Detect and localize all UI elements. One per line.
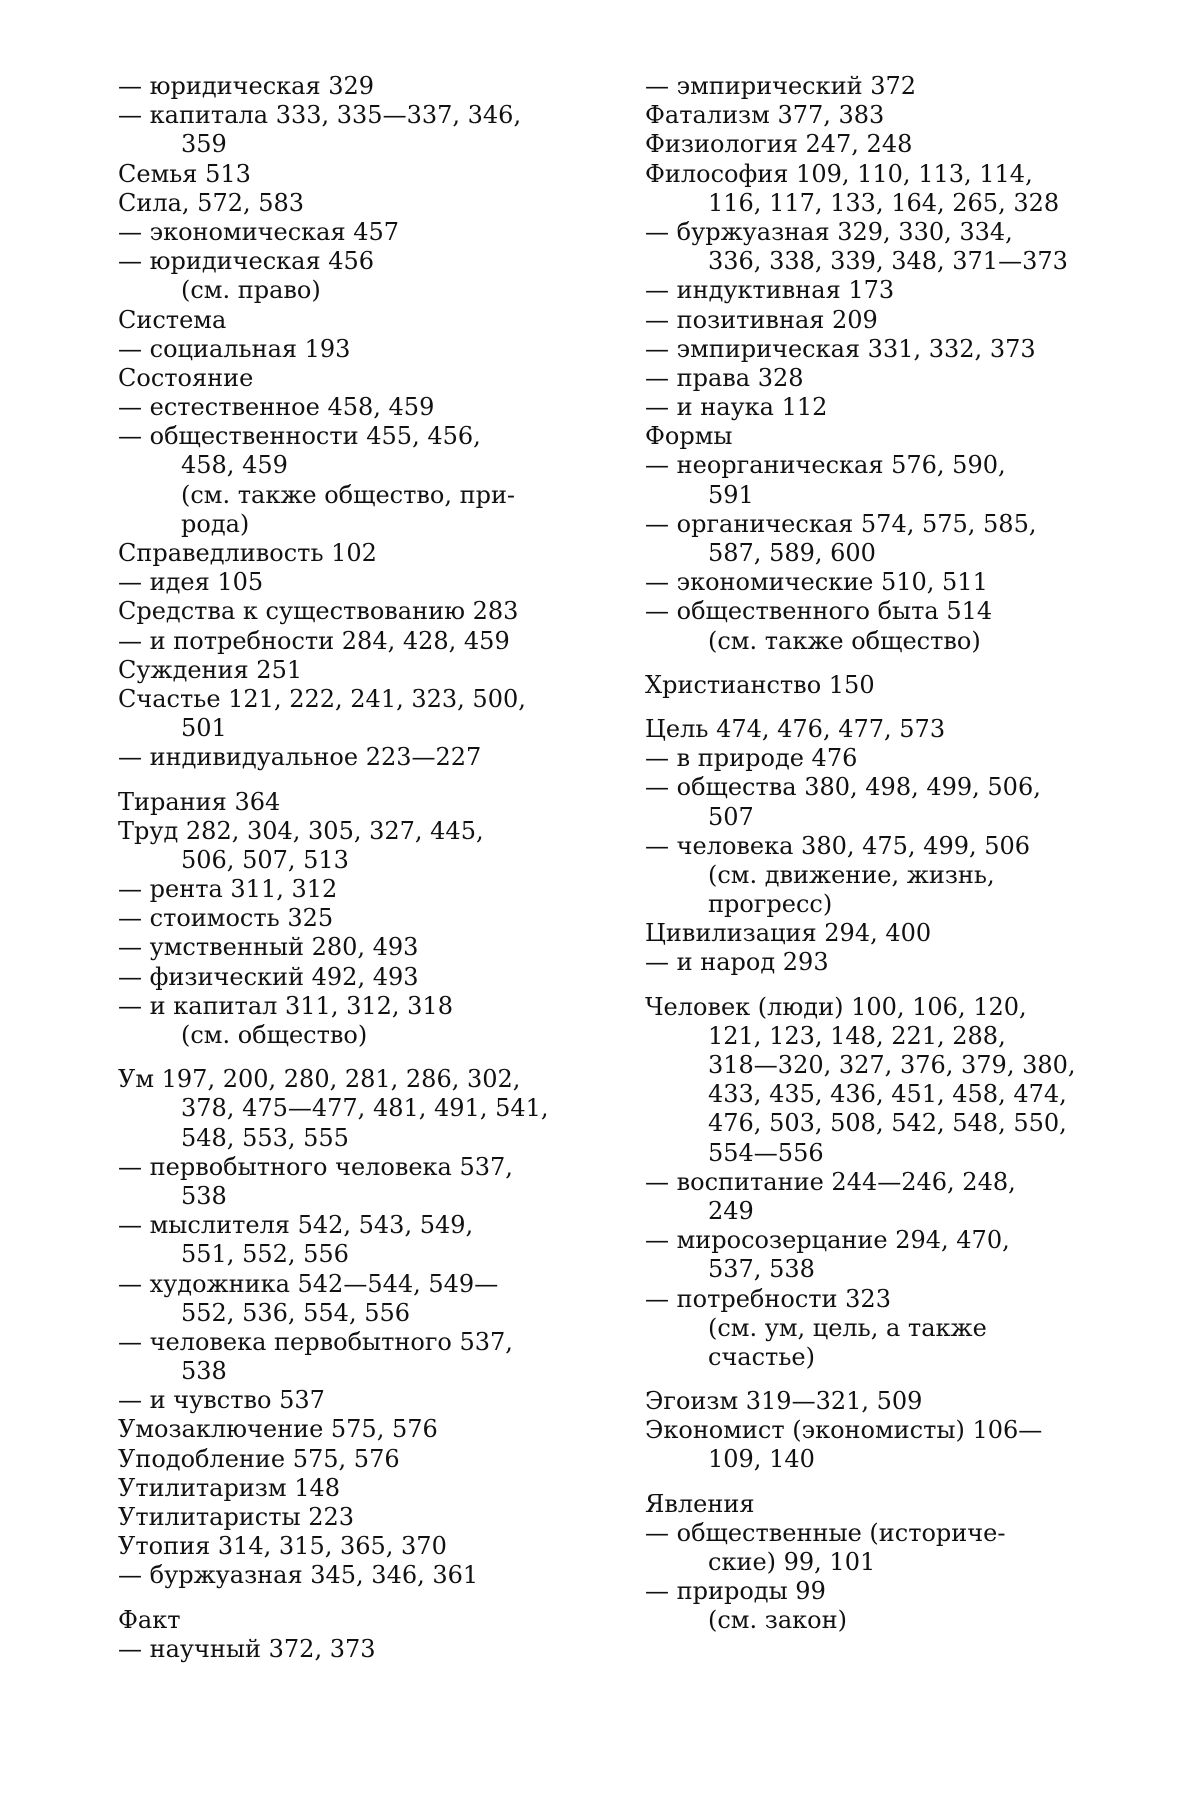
index-entry-continuation: 587, 589, 600 — [708, 539, 876, 567]
index-entry: — общества 380, 498, 499, 506, — [645, 773, 1041, 802]
index-entry: — органическая 574, 575, 585, — [645, 509, 1037, 538]
index-entry: Формы — [645, 422, 733, 451]
index-entry-continuation: 537, 538 — [708, 1255, 815, 1284]
index-entry-continuation: 458, 459 — [181, 451, 288, 480]
index-entry: Счастье 121, 222, 241, 323, 500, — [118, 684, 526, 713]
index-entry-continuation: (см. также общество) — [708, 626, 981, 655]
index-entry: — стоимость 325 — [118, 904, 334, 933]
index-entry-continuation: рода) — [181, 509, 250, 538]
index-entry: — и чувство 537 — [118, 1386, 325, 1415]
index-entry: — общественные (историче- — [645, 1518, 1006, 1547]
index-entry-continuation: (см. ум, цель, а также — [708, 1313, 987, 1342]
index-entry-continuation: 551, 552, 556 — [181, 1240, 349, 1269]
index-entry: — эмпирический 372 — [645, 72, 917, 100]
index-entry-continuation: (см. также общество, при- — [181, 480, 516, 509]
index-entry-continuation: 249 — [708, 1196, 754, 1225]
index-entry: — позитивная 209 — [645, 305, 878, 334]
index-entry-continuation: 433, 435, 436, 451, 458, 474, — [708, 1080, 1067, 1109]
index-column-left — [118, 72, 558, 1664]
entry-gap — [118, 1591, 558, 1606]
index-entry: Семья 513 — [118, 159, 251, 188]
index-entry: — умственный 280, 493 — [118, 933, 419, 962]
index-entry-continuation: 359 — [181, 130, 227, 159]
index-entry-continuation: 116, 117, 133, 164, 265, 328 — [708, 188, 1060, 217]
index-entry: — художника 542—544, 549— — [118, 1269, 499, 1298]
index-entry: Труд 282, 304, 305, 327, 445, — [118, 816, 484, 845]
index-entry: Цель 474, 476, 477, 573 — [645, 714, 946, 743]
index-entry: — воспитание 244—246, 248, — [645, 1167, 1016, 1196]
index-entry: — общественного быта 514 — [645, 597, 993, 626]
index-entry-continuation: прогресс) — [708, 890, 833, 919]
index-entry: — буржуазная 345, 346, 361 — [118, 1561, 479, 1590]
entry-gap — [645, 1372, 1085, 1387]
index-entry: Фатализм 377, 383 — [645, 101, 885, 130]
index-entry: — в природе 476 — [645, 744, 858, 773]
index-entry: — индивидуальное 223—227 — [118, 743, 482, 772]
entry-gap — [645, 656, 1085, 671]
entry-gap — [645, 700, 1085, 715]
index-entry: — миросозерцание 294, 470, — [645, 1226, 1010, 1255]
index-entry-continuation: 378, 475—477, 481, 491, 541, — [181, 1094, 549, 1123]
index-entry: Физиология 247, 248 — [645, 130, 913, 159]
index-entry-continuation: 552, 536, 554, 556 — [181, 1298, 411, 1327]
index-entry: Справедливость 102 — [118, 539, 377, 567]
index-entry: — юридическая 456 — [118, 247, 375, 276]
index-entry: — и народ 293 — [645, 948, 829, 977]
index-entry: — экономические 510, 511 — [645, 568, 988, 597]
index-entry: — права 328 — [645, 363, 804, 392]
index-entry: Философия 109, 110, 113, 114, — [645, 159, 1033, 188]
index-entry-continuation: 554—556 — [708, 1138, 824, 1167]
index-entry: — научный 372, 373 — [118, 1634, 376, 1663]
index-entry-continuation: 336, 338, 339, 348, 371—373 — [708, 247, 1068, 276]
index-entry: — человека первобытного 537, — [118, 1327, 513, 1356]
index-entry: Явления — [645, 1489, 755, 1518]
index-entry: Христианство 150 — [645, 670, 875, 699]
index-entry: — и капитал 311, 312, 318 — [118, 991, 453, 1020]
index-entry: Экономист (экономисты) 106— — [645, 1416, 1043, 1445]
index-entry: — природы 99 — [645, 1577, 826, 1606]
index-entry: Средства к существованию 283 — [118, 597, 519, 626]
index-entry: Состояние — [118, 363, 254, 392]
index-entry: — капитала 333, 335—337, 346, — [118, 101, 522, 130]
index-entry: Утилитаризм 148 — [118, 1473, 340, 1502]
index-entry-continuation: 507 — [708, 802, 754, 831]
index-entry: — мыслителя 542, 543, 549, — [118, 1211, 474, 1240]
index-entry-continuation: 506, 507, 513 — [181, 845, 349, 874]
index-entry-continuation: 109, 140 — [708, 1445, 815, 1474]
index-entry: Утопия 314, 315, 365, 370 — [118, 1532, 447, 1561]
index-entry: — общественности 455, 456, — [118, 422, 481, 451]
index-entry-continuation: 591 — [708, 480, 754, 509]
index-entry: Утилитаристы 223 — [118, 1503, 355, 1531]
entry-gap — [645, 978, 1085, 993]
entry-gap — [118, 1050, 558, 1065]
index-entry-continuation: счастье) — [708, 1342, 815, 1371]
index-entry-continuation: (см. закон) — [708, 1606, 847, 1635]
index-entry: Тирания 364 — [118, 787, 281, 816]
index-entry: — физический 492, 493 — [118, 962, 419, 991]
index-entry-continuation: 538 — [181, 1357, 227, 1386]
index-entry-continuation: ские) 99, 101 — [708, 1548, 876, 1576]
index-entry-continuation: (см. право) — [181, 276, 321, 305]
index-entry: — индуктивная 173 — [645, 276, 895, 305]
index-entry-continuation: 476, 503, 508, 542, 548, 550, — [708, 1109, 1067, 1138]
index-entry: — социальная 193 — [118, 334, 351, 363]
index-entry-continuation: 318—320, 327, 376, 379, 380, — [708, 1051, 1076, 1079]
index-entry: Факт — [118, 1605, 181, 1634]
index-entry: Цивилизация 294, 400 — [645, 919, 932, 948]
index-entry-continuation: 121, 123, 148, 221, 288, — [708, 1021, 1006, 1050]
index-entry: — естественное 458, 459 — [118, 393, 435, 422]
index-entry: Человек (люди) 100, 106, 120, — [645, 992, 1027, 1021]
entry-gap — [118, 773, 558, 788]
index-entry: — юридическая 329 — [118, 72, 375, 100]
index-entry: Ум 197, 200, 280, 281, 286, 302, — [118, 1065, 521, 1094]
index-entry: — и потребности 284, 428, 459 — [118, 626, 510, 655]
index-entry-continuation: (см. общество) — [181, 1021, 368, 1049]
index-entry: Эгоизм 319—321, 509 — [645, 1387, 923, 1416]
index-entry: Сила, 572, 583 — [118, 188, 305, 217]
index-column-right — [645, 72, 1085, 1636]
index-entry: Умозаключение 575, 576 — [118, 1415, 438, 1444]
index-entry-continuation: (см. движение, жизнь, — [708, 860, 995, 889]
index-entry: Суждения 251 — [118, 655, 303, 684]
index-entry: — экономическая 457 — [118, 217, 400, 246]
index-entry: — человека 380, 475, 499, 506 — [645, 831, 1031, 860]
index-entry: — рента 311, 312 — [118, 875, 338, 904]
index-entry: — и наука 112 — [645, 393, 828, 422]
index-entry-continuation: 538 — [181, 1181, 227, 1210]
index-entry: — неорганическая 576, 590, — [645, 451, 1006, 480]
index-entry: — идея 105 — [118, 568, 264, 597]
index-entry: — первобытного человека 537, — [118, 1152, 513, 1181]
index-entry-continuation: 548, 553, 555 — [181, 1123, 349, 1152]
index-entry: Уподобление 575, 576 — [118, 1444, 400, 1473]
index-entry: — эмпирическая 331, 332, 373 — [645, 334, 1036, 363]
index-entry: — буржуазная 329, 330, 334, — [645, 217, 1013, 246]
entry-gap — [645, 1475, 1085, 1490]
index-entry: — потребности 323 — [645, 1284, 891, 1313]
index-entry-continuation: 501 — [181, 714, 227, 743]
index-entry: Система — [118, 305, 227, 334]
